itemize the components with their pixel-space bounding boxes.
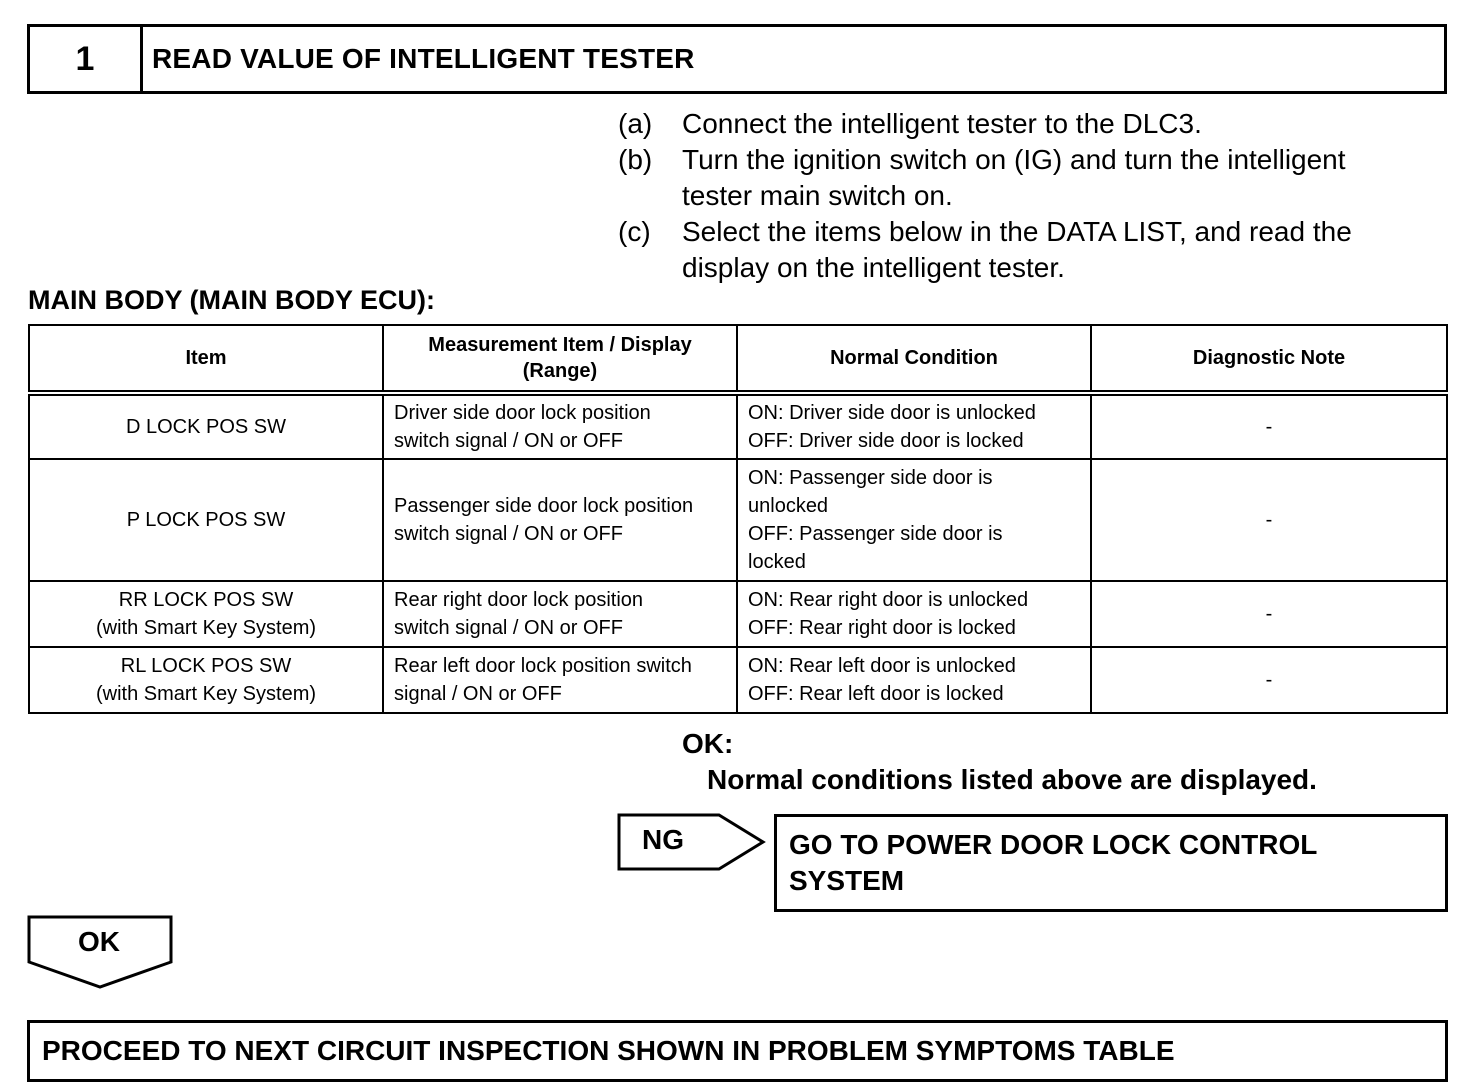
cell-line: (with Smart Key System) — [95, 683, 317, 705]
cell-line: unlocked — [748, 495, 829, 517]
cell-line: ON: Rear right door is unlocked — [748, 589, 1029, 611]
cell-line: D LOCK POS SW — [125, 416, 287, 438]
table-header-row — [29, 325, 1447, 393]
cell-line: RR LOCK POS SW — [118, 589, 294, 611]
instruction-a — [618, 106, 1438, 142]
header-item: Item — [29, 325, 383, 393]
cell-item — [29, 647, 383, 713]
cell-line: switch signal / ON or OFF — [394, 523, 623, 545]
ok-condition-text: Normal conditions listed above are displayed. — [707, 764, 1317, 795]
cell-line: OFF: Driver side door is locked — [748, 430, 1024, 452]
cell-note: - — [1091, 581, 1447, 647]
instruction-label: (a) — [618, 108, 653, 139]
instruction-text: Connect the intelligent tester to the DLC3. — [682, 108, 1202, 139]
table-row — [29, 459, 1447, 581]
cell-item — [29, 581, 383, 647]
cell-line: P LOCK POS SW — [126, 509, 286, 531]
final-step-box: PROCEED TO NEXT CIRCUIT INSPECTION SHOWN IN PROBLEM SYMPTOMS TABLE — [27, 1020, 1448, 1082]
cell-condition — [737, 647, 1091, 713]
ng-action-line: SYSTEM — [789, 865, 905, 896]
cell-note: - — [1091, 393, 1447, 459]
cell-note: - — [1091, 647, 1447, 713]
ng-action-box — [774, 814, 1448, 912]
cell-measurement — [383, 459, 737, 581]
cell-note: - — [1091, 459, 1447, 581]
instruction-label: (b) — [618, 144, 653, 175]
instruction-text: Turn the ignition switch on (IG) and turn the intelligent tester main switch on. — [682, 144, 1346, 211]
ok-arrow-label: OK — [78, 926, 120, 957]
cell-measurement — [383, 647, 737, 713]
header-normal-condition: Normal Condition — [737, 325, 1091, 393]
ng-action-line: GO TO POWER DOOR LOCK CONTROL — [789, 829, 1318, 860]
cell-condition — [737, 581, 1091, 647]
header-measurement: Measurement Item / Display (Range) — [383, 325, 737, 393]
instruction-text: Select the items below in the DATA LIST, and read the display on the intelligent tester. — [682, 216, 1352, 283]
ok-label: OK: — [682, 728, 734, 759]
ng-arrow-icon — [617, 812, 767, 874]
ng-label: NG — [642, 824, 684, 855]
table-row — [29, 581, 1447, 647]
data-list-table — [28, 324, 1448, 714]
cell-item — [29, 459, 383, 581]
instruction-b — [618, 142, 1438, 214]
table-row — [29, 647, 1447, 713]
step-header — [27, 24, 1447, 94]
instruction-c — [618, 214, 1438, 286]
cell-measurement — [383, 393, 737, 459]
cell-line: signal / ON or OFF — [394, 683, 562, 705]
cell-condition — [737, 459, 1091, 581]
step-title: READ VALUE OF INTELLIGENT TESTER — [152, 43, 695, 74]
cell-line: Rear right door lock position — [394, 589, 644, 611]
cell-line: OFF: Rear right door is locked — [748, 617, 1016, 639]
cell-line: OFF: Rear left door is locked — [748, 683, 1004, 705]
cell-line: Driver side door lock position — [394, 402, 651, 424]
header-diagnostic-note: Diagnostic Note — [1091, 325, 1447, 393]
cell-line: Rear left door lock position switch — [394, 655, 692, 677]
cell-line: ON: Driver side door is unlocked — [748, 402, 1036, 424]
cell-line: (with Smart Key System) — [95, 617, 317, 639]
cell-line: switch signal / ON or OFF — [394, 430, 623, 452]
cell-condition — [737, 393, 1091, 459]
cell-line: locked — [748, 551, 806, 573]
cell-line: ON: Rear left door is unlocked — [748, 655, 1016, 677]
cell-item — [29, 393, 383, 459]
cell-line: Passenger side door lock position — [394, 495, 694, 517]
cell-measurement — [383, 581, 737, 647]
cell-line: switch signal / ON or OFF — [394, 617, 623, 639]
step-number: 1 — [30, 27, 143, 91]
instruction-label: (c) — [618, 216, 651, 247]
cell-line: RL LOCK POS SW — [120, 655, 292, 677]
cell-line: ON: Passenger side door is — [748, 467, 993, 489]
table-row — [29, 393, 1447, 459]
table-heading: MAIN BODY (MAIN BODY ECU): — [28, 285, 436, 315]
cell-line: OFF: Passenger side door is — [748, 523, 1003, 545]
